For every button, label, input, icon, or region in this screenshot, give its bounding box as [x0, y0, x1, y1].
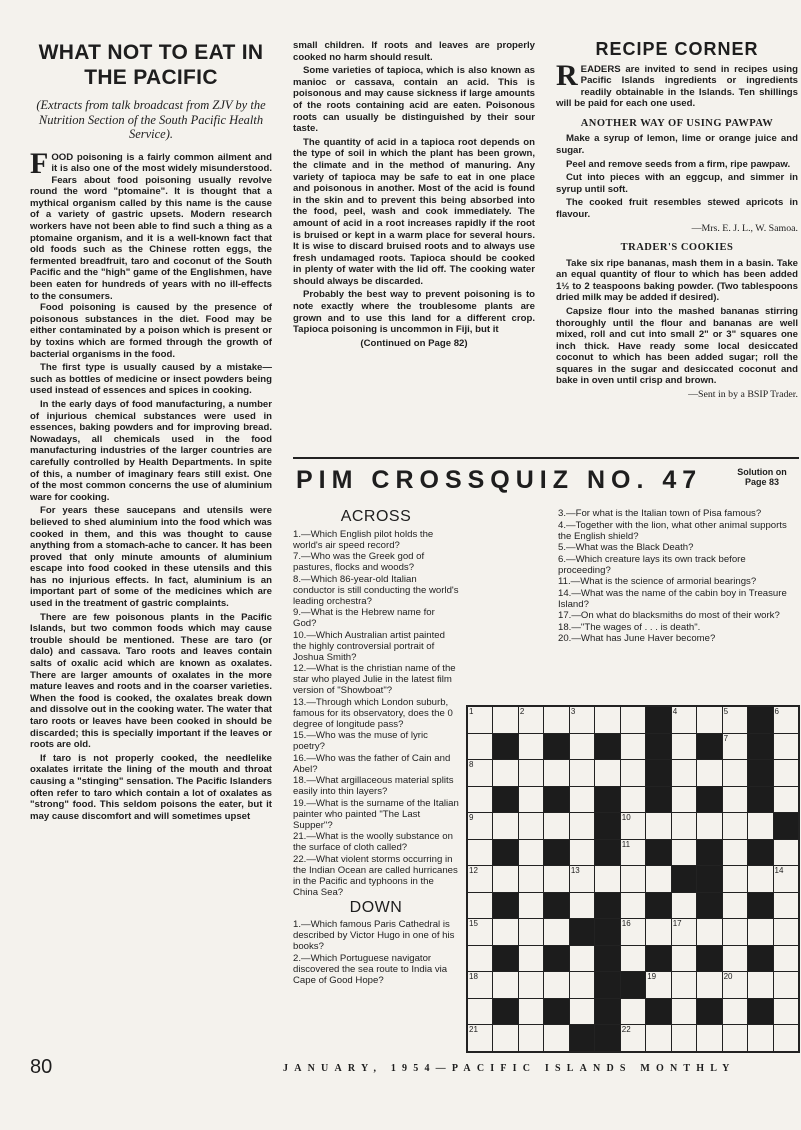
clue: 13.—Through which London suburb, famous for its observatory, does the 0 degree of longitude pass? — [293, 696, 453, 730]
article-paragraph: For years these saucepans and utensils were believed to shed aluminium into the food which was cooked in them, and this was thought to cause anything from a stomach-ache to cancer. It has been proved that only minute amounts of aluminium escape into food cooked in these utensils and this has no injurious effects. In fact, aluminium is an important part of some of the medicines which are used in the treatment of gastric complaints. — [30, 505, 272, 610]
grid-square[interactable] — [621, 760, 645, 786]
grid-block — [570, 1025, 594, 1051]
grid-block — [697, 787, 721, 813]
grid-number: 3 — [570, 707, 576, 716]
grid-square[interactable] — [468, 840, 492, 866]
grid-block — [748, 893, 772, 919]
grid-number: 12 — [469, 866, 478, 876]
grid-block — [595, 946, 619, 972]
grid-block — [748, 840, 772, 866]
grid-block — [646, 734, 670, 760]
grid-square[interactable] — [595, 760, 619, 786]
grid-square[interactable] — [468, 919, 492, 945]
grid-block — [774, 813, 798, 839]
grid-number: 13 — [570, 866, 580, 876]
grid-square[interactable] — [748, 813, 772, 839]
article-paragraph: Food poisoning is caused by the presence of poisonous substances in the diet. Food may be either contaminated by a poison which is present or by toxins which are formed through the growth of bacterial organisms in the food. — [30, 302, 272, 360]
article-subhead: (Extracts from talk broadcast from ZJV by the Nutrition Section of the South Pacific Health Service). — [36, 98, 266, 141]
grid-square[interactable] — [672, 893, 696, 919]
grid-square[interactable] — [621, 734, 645, 760]
crossquiz-title: PIM CROSSQUIZ NO. 47 — [296, 466, 703, 494]
grid-square[interactable] — [570, 972, 594, 998]
grid-square[interactable] — [748, 1025, 772, 1051]
grid-block — [748, 787, 772, 813]
grid-block — [544, 787, 568, 813]
clue: 17.—On what do blacksmiths do most of their work? — [558, 610, 780, 621]
grid-square[interactable] — [723, 734, 747, 760]
clue: 20.—What has June Haver become? — [558, 633, 716, 644]
across-heading: ACROSS — [340, 508, 412, 525]
grid-square[interactable] — [723, 972, 747, 998]
grid-number: 19 — [647, 972, 657, 982]
article-paragraph: Probably the best way to prevent poisoning is to note exactly where the troublesome plants are grown and to use this land for a different crop. Tapioca poisoning is uncommon in Fiji, but it — [293, 289, 535, 336]
grid-square[interactable] — [570, 813, 594, 839]
grid-block — [595, 787, 619, 813]
grid-block — [646, 946, 670, 972]
grid-number: 2 — [519, 707, 525, 716]
grid-block — [595, 919, 619, 945]
down-heading: DOWN — [349, 898, 403, 916]
grid-square[interactable] — [697, 707, 721, 733]
grid-block — [544, 999, 568, 1025]
grid-block — [493, 787, 517, 813]
grid-square[interactable] — [519, 999, 543, 1025]
grid-number: 5 — [723, 707, 729, 716]
grid-block — [544, 893, 568, 919]
grid-square[interactable] — [748, 919, 772, 945]
grid-square[interactable] — [621, 893, 645, 919]
article-paragraph: small children. If roots and leaves are properly cooked no harm should result. — [293, 40, 535, 63]
grid-block — [493, 840, 517, 866]
grid-square[interactable] — [723, 893, 747, 919]
grid-square[interactable] — [672, 734, 696, 760]
grid-square[interactable] — [672, 919, 696, 945]
grid-square[interactable] — [723, 840, 747, 866]
grid-square[interactable] — [519, 1025, 543, 1051]
article-paragraph: Some varieties of tapioca, which is also known as manioc or cassava, contain an acid. This is poisonous and may cause sickness if large amounts of the roots containing acid are eaten. Poisonous roots can usually be distinguished by their sour taste. — [293, 65, 535, 135]
grid-square[interactable] — [468, 813, 492, 839]
grid-square[interactable] — [621, 919, 645, 945]
grid-square[interactable] — [570, 840, 594, 866]
clue: 12.—What is the christian name of the star who played Julie in the latest film version of "Showboat"? — [293, 663, 456, 696]
recipe-step: Take six ripe bananas, mash them in a basin. Take an equal quantity of flour to which has been added 1½ to 2 teaspoons baking powder. (Two tablespoons dried milk may be added if desired). — [556, 257, 798, 304]
grid-square[interactable] — [493, 707, 517, 733]
grid-number: 8 — [469, 760, 474, 770]
grid-square[interactable] — [519, 787, 543, 813]
grid-block — [748, 707, 772, 733]
grid-square[interactable] — [519, 919, 543, 945]
clue: 7.—Who was the Greek god of pastures, flocks and woods? — [293, 551, 425, 573]
grid-block — [672, 866, 696, 892]
grid-square[interactable] — [519, 840, 543, 866]
grid-block — [697, 734, 721, 760]
grid-square[interactable] — [672, 707, 696, 733]
grid-number: 18 — [469, 972, 478, 982]
grid-square[interactable] — [621, 999, 645, 1025]
grid-square[interactable] — [621, 707, 645, 733]
grid-square[interactable] — [774, 840, 798, 866]
grid-square[interactable] — [621, 866, 645, 892]
grid-square[interactable] — [493, 972, 517, 998]
grid-square[interactable] — [646, 972, 670, 998]
recipe-signoff: —Sent in by a BSIP Trader. — [688, 389, 798, 401]
grid-square[interactable] — [672, 972, 696, 998]
article-paragraph: The first type is usually caused by a mistake—such as bottles of medicine or insect powders being used instead of essences and spices in cooking. — [30, 362, 272, 397]
page-number: 80 — [30, 1056, 53, 1078]
article-paragraph: In the early days of food manufacturing, a number of injurious chemical substances were used in essences, baking powders and for improving bread. Nowadays, all chemicals used in the food manufacturing industries of the larger countries are carefully controlled by Health Departments. In spite of this, a number of imaginary fears still exist. One of the most common concerns the use of aluminium ware for cooking. — [30, 398, 272, 503]
grid-square[interactable] — [774, 999, 798, 1025]
grid-block — [544, 946, 568, 972]
grid-block — [595, 813, 619, 839]
drop-cap: R — [556, 58, 578, 92]
grid-square[interactable] — [723, 999, 747, 1025]
grid-square[interactable] — [570, 760, 594, 786]
grid-square[interactable] — [697, 1025, 721, 1051]
grid-square[interactable] — [544, 1025, 568, 1051]
grid-square[interactable] — [493, 919, 517, 945]
grid-square[interactable] — [519, 866, 543, 892]
grid-square[interactable] — [595, 866, 619, 892]
grid-square[interactable] — [570, 999, 594, 1025]
grid-number: 7 — [723, 733, 729, 743]
grid-block — [646, 707, 670, 733]
clue: 1.—Which famous Paris Cathedral is described by Victor Hugo in one of his books? — [293, 919, 455, 952]
grid-square[interactable] — [774, 893, 798, 919]
grid-square[interactable] — [723, 919, 747, 945]
grid-square[interactable] — [468, 972, 492, 998]
recipe-step: Peel and remove seeds from a firm, ripe pawpaw. — [566, 158, 791, 170]
grid-square[interactable] — [672, 1025, 696, 1051]
grid-square[interactable] — [774, 1025, 798, 1051]
recipe-step: Make a syrup of lemon, lime or orange juice and sugar. — [556, 133, 798, 156]
drop-cap: F — [30, 146, 49, 180]
grid-square[interactable] — [468, 999, 492, 1025]
grid-block — [493, 734, 517, 760]
article-lead — [30, 146, 272, 303]
grid-square[interactable] — [468, 866, 492, 892]
grid-block — [646, 999, 670, 1025]
crossquiz-clues-right — [558, 508, 798, 645]
grid-block — [748, 946, 772, 972]
grid-square[interactable] — [519, 707, 543, 733]
recipe-step: Capsize flour into the mashed bananas stirring thoroughly until the flour and bananas are well mixed, roll and cut into small 2" or 3" squares one inch thick. Have ready some local desiccated coconut to which has been added sugar; roll the squares in the sugar and desiccated coconut and bake in oven until crisp and brown. — [556, 305, 798, 387]
grid-square[interactable] — [493, 813, 517, 839]
grid-square[interactable] — [646, 866, 670, 892]
grid-square[interactable] — [646, 919, 670, 945]
grid-square[interactable] — [723, 787, 747, 813]
grid-square[interactable] — [646, 813, 670, 839]
grid-square[interactable] — [672, 760, 696, 786]
grid-square[interactable] — [544, 707, 568, 733]
crossquiz-clues-left — [293, 507, 459, 986]
grid-square[interactable] — [570, 893, 594, 919]
grid-square[interactable] — [723, 760, 747, 786]
grid-block — [697, 866, 721, 892]
clue: 22.—What violent storms occurring in the Indian Ocean are called hurricanes in the Pacific and typhoons in the China Sea? — [293, 853, 458, 898]
grid-square[interactable] — [570, 787, 594, 813]
grid-square[interactable] — [468, 893, 492, 919]
grid-square[interactable] — [519, 760, 543, 786]
grid-block — [544, 840, 568, 866]
grid-number: 16 — [621, 919, 631, 929]
grid-square[interactable] — [493, 1025, 517, 1051]
grid-square[interactable] — [621, 1025, 645, 1051]
grid-square[interactable] — [672, 787, 696, 813]
grid-square[interactable] — [748, 972, 772, 998]
grid-square[interactable] — [570, 734, 594, 760]
grid-number: 15 — [469, 919, 478, 929]
grid-number: 10 — [621, 813, 631, 823]
cookies-title: TRADER'S COOKIES — [620, 242, 734, 254]
recipe-intro — [556, 58, 798, 110]
grid-square[interactable] — [468, 1025, 492, 1051]
grid-square[interactable] — [774, 787, 798, 813]
grid-square[interactable] — [672, 946, 696, 972]
article-paragraph: The quantity of acid in a tapioca root depends on the type of soil in which the plant has been grown, the climate and in the method of manuring. Any variety of tapioca may be safe to eat in one place and poisonous in another. Most of the acid is found in the skin and to prevent this being absorbed into the food, peel, wash and cook immediately. The amount of acid in a root increases rapidly if the root is bruised or kept in a warm place for several hours. It is wise to discard bruised roots and to always use fresh undamaged roots. Tapioca should be cooked in plenty of water with the lid off. The cooking water should always be discarded. — [293, 136, 535, 287]
grid-block — [570, 919, 594, 945]
grid-square[interactable] — [672, 999, 696, 1025]
grid-square[interactable] — [774, 919, 798, 945]
clue: 19.—What is the surname of the Italian painter who painted "The Last Supper"? — [293, 797, 459, 831]
grid-square[interactable] — [697, 972, 721, 998]
grid-square[interactable] — [723, 707, 747, 733]
article-headline: WHAT NOT TO EAT IN THE PACIFIC — [38, 41, 264, 89]
grid-square[interactable] — [570, 707, 594, 733]
grid-block — [595, 972, 619, 998]
grid-square[interactable] — [672, 840, 696, 866]
clue: 6.—Which creature lays its own track before proceeding? — [558, 553, 746, 576]
grid-block — [748, 760, 772, 786]
grid-square[interactable] — [774, 760, 798, 786]
clue: 16.—Who was the father of Cain and Abel? — [293, 752, 451, 775]
grid-block — [646, 760, 670, 786]
grid-square[interactable] — [697, 919, 721, 945]
grid-square[interactable] — [697, 813, 721, 839]
grid-square[interactable] — [646, 1025, 670, 1051]
grid-square[interactable] — [723, 946, 747, 972]
clue: 11.—What is the science of armorial bearings? — [558, 576, 757, 587]
grid-block — [595, 893, 619, 919]
grid-square[interactable] — [748, 866, 772, 892]
across-clues — [293, 529, 459, 898]
grid-square[interactable] — [595, 707, 619, 733]
recipe-step: Cut into pieces with an eggcup, and simmer in syrup until soft. — [556, 172, 798, 195]
grid-square[interactable] — [544, 919, 568, 945]
grid-square[interactable] — [774, 866, 798, 892]
clue: 8.—Which 86-year-old Italian conductor is still conducting the world's leading orchestra? — [293, 573, 459, 607]
recipe-signoff: —Mrs. E. J. L., W. Samoa. — [691, 222, 798, 234]
grid-square[interactable] — [468, 707, 492, 733]
grid-block — [646, 840, 670, 866]
grid-square[interactable] — [774, 707, 798, 733]
recipe-step: The cooked fruit resembles stewed apricots in flavour. — [556, 197, 798, 220]
grid-number: 14 — [774, 866, 784, 876]
grid-block — [697, 946, 721, 972]
grid-square[interactable] — [697, 760, 721, 786]
article-paragraph: OOD poisoning is a fairly common ailment and it is also one of the most widely misunderstood. Fears about food poisoning usually revolve round the word "ptomaine". It is thought that a mythical organism called by this name is the cause of a variety of gastric upsets. Modern research workers have not been able to find such a thing as a ptomaine organism, and it is a well-known fact that old foods such as the Chinese rotten eggs, the fermented breadfruit, taro and coconut of the South Pacific and the "high" game of the Englishmen, have been eaten for hundreds of years with no ill-effects to the consumers. — [30, 151, 272, 302]
clue: 9.—What is the Hebrew name for God? — [293, 607, 435, 629]
grid-square[interactable] — [468, 946, 492, 972]
grid-block — [493, 999, 517, 1025]
pawpaw-title: ANOTHER WAY OF USING PAWPAW — [580, 117, 774, 129]
grid-number: 20 — [723, 972, 733, 982]
grid-block — [646, 787, 670, 813]
grid-block — [595, 734, 619, 760]
clue: 15.—Who was the muse of lyric poetry? — [293, 730, 428, 752]
article-column-1 — [30, 40, 272, 824]
grid-square[interactable] — [519, 946, 543, 972]
grid-block — [493, 893, 517, 919]
grid-block — [595, 1025, 619, 1051]
grid-number: 11 — [621, 839, 631, 849]
article-paragraph: There are few poisonous plants in the Pacific Islands, but two common foods which may cause trouble should be mentioned. These are taro (or dalo) and cassava. Taro roots and leaves contain salts of oxalic acid which are known as oxalates. There are larger amounts of oxalates in the more mature leaves and roots and in the coarser varieties. When the food is cooked, the oxalates break down and dissolve out in the cooking water. The water that taro roots or leaves have been cooked in should be discarded; this is specially important if the leaves or roots are old. — [30, 611, 272, 751]
solution-note: Solution on Page 83 — [737, 467, 787, 487]
grid-square[interactable] — [621, 787, 645, 813]
clue: 18.—"The wages of . . . is death". — [558, 621, 701, 633]
article-column-2 — [293, 40, 535, 349]
grid-square[interactable] — [774, 972, 798, 998]
clue: 1.—Which English pilot holds the world's air speed record? — [293, 528, 434, 551]
grid-square[interactable] — [723, 1025, 747, 1051]
grid-square[interactable] — [493, 866, 517, 892]
grid-square[interactable] — [468, 734, 492, 760]
grid-square[interactable] — [544, 813, 568, 839]
grid-square[interactable] — [723, 866, 747, 892]
grid-number: 21 — [469, 1025, 478, 1035]
grid-block — [697, 840, 721, 866]
grid-number: 22 — [621, 1025, 631, 1035]
grid-block — [646, 893, 670, 919]
clue: 4.—Together with the lion, what other animal supports the English shield? — [558, 519, 787, 542]
grid-square[interactable] — [468, 787, 492, 813]
grid-square[interactable] — [672, 813, 696, 839]
grid-square[interactable] — [544, 972, 568, 998]
grid-block — [595, 999, 619, 1025]
clue: 10.—Which Australian artist painted the highly controversial portrait of Joshua Smith? — [293, 629, 445, 663]
footer-text: JANUARY, 1954—PACIFIC ISLANDS MONTHLY — [283, 1063, 736, 1074]
grid-square[interactable] — [544, 760, 568, 786]
grid-number: 17 — [672, 919, 682, 929]
recipe-intro-text: EADERS are invited to send in recipes using Pacific Islands ingredients or ingredients readily obtainable in the Islands. Ten shillings will be paid for each one used. — [556, 63, 798, 110]
article-paragraph: If taro is not properly cooked, the needlelike oxalates irritate the lining of the mouth and throat causing a "stinging" sensation. The Pacific Islanders often refer to taro which contain a lot of oxalates as "strong" food. This seldom poisons the eater, but it may cause discomfort and will sometimes upset — [30, 752, 272, 822]
grid-block — [748, 999, 772, 1025]
clue: 21.—What is the woolly substance on the surface of cloth called? — [293, 831, 453, 853]
clue: 2.—Which Portuguese navigator discovered the sea route to India via Cape of Good Hope? — [293, 952, 448, 986]
clue: 18.—What argillaceous material splits easily into thin layers? — [293, 775, 454, 797]
grid-square[interactable] — [519, 734, 543, 760]
grid-block — [697, 893, 721, 919]
grid-block — [493, 946, 517, 972]
grid-square[interactable] — [621, 813, 645, 839]
grid-square[interactable] — [621, 946, 645, 972]
clue: 3.—For what is the Italian town of Pisa famous? — [558, 508, 762, 519]
grid-square[interactable] — [519, 893, 543, 919]
grid-square[interactable] — [519, 813, 543, 839]
recipe-corner — [556, 39, 798, 401]
grid-square[interactable] — [774, 946, 798, 972]
clue: 5.—What was the Black Death? — [558, 542, 694, 553]
grid-square[interactable] — [493, 760, 517, 786]
grid-block — [748, 734, 772, 760]
grid-block — [697, 999, 721, 1025]
grid-number: 1 — [469, 707, 474, 716]
grid-square[interactable] — [774, 734, 798, 760]
grid-block — [595, 840, 619, 866]
grid-square[interactable] — [570, 866, 594, 892]
grid-block — [544, 734, 568, 760]
grid-square[interactable] — [723, 813, 747, 839]
clue: 14.—What was the name of the cabin boy in Treasure Island? — [558, 587, 787, 610]
continued-note: (Continued on Page 82) — [360, 337, 468, 349]
grid-square[interactable] — [468, 760, 492, 786]
grid-number: 6 — [774, 707, 779, 716]
grid-square[interactable] — [621, 840, 645, 866]
grid-number: 4 — [672, 707, 678, 716]
section-rule — [293, 457, 799, 459]
grid-square[interactable] — [570, 946, 594, 972]
grid-square[interactable] — [519, 972, 543, 998]
recipe-title: RECIPE CORNER — [595, 39, 759, 59]
grid-block — [621, 972, 645, 998]
crossword-grid[interactable] — [466, 705, 800, 1053]
grid-square[interactable] — [544, 866, 568, 892]
grid-number: 9 — [469, 813, 474, 823]
